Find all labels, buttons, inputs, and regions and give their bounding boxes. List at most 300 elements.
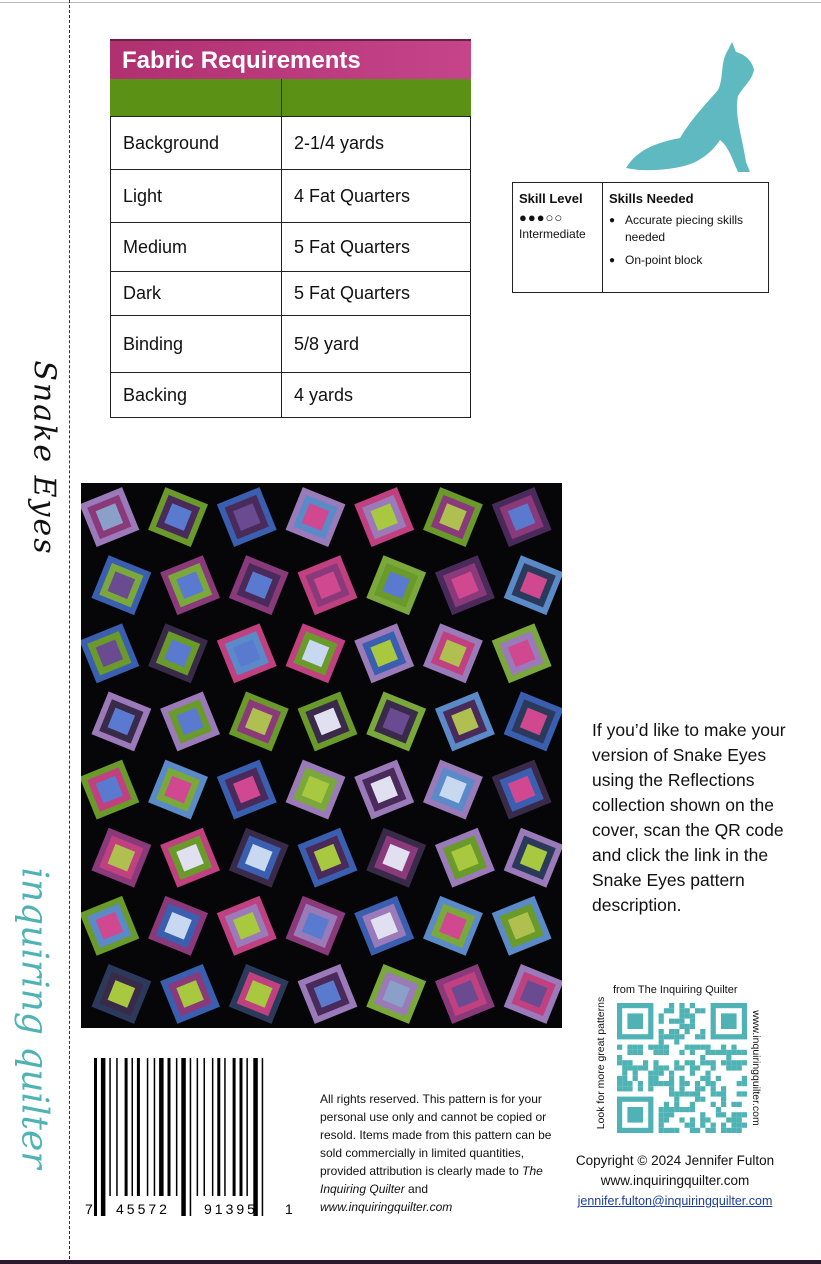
qr-module xyxy=(669,1086,674,1091)
qr-module xyxy=(742,1050,747,1055)
quilt-block xyxy=(229,828,289,888)
barcode-bar xyxy=(176,1058,178,1196)
barcode-bar xyxy=(137,1058,140,1196)
qr-module xyxy=(622,1086,627,1091)
qr-module xyxy=(669,1128,674,1133)
qr-module xyxy=(742,1091,747,1096)
qr-module xyxy=(726,1117,731,1122)
qr-module xyxy=(638,1050,643,1055)
quilt-block xyxy=(354,760,414,820)
qr-module xyxy=(737,1102,742,1107)
qr-module xyxy=(731,1045,736,1050)
bullet-icon: ● xyxy=(609,255,616,266)
qr-module xyxy=(685,1123,690,1128)
qr-module xyxy=(669,1076,674,1081)
qr-module xyxy=(690,1107,695,1112)
qr-module xyxy=(659,1107,664,1112)
barcode-bar xyxy=(253,1058,257,1216)
qr-module xyxy=(695,1128,700,1133)
qr-module xyxy=(726,1060,731,1065)
qr-module xyxy=(664,1050,669,1055)
qr-module xyxy=(685,1013,690,1018)
skills-needed-column xyxy=(603,183,768,292)
qr-module xyxy=(742,1112,747,1117)
skill-level-column xyxy=(513,183,603,292)
qr-module xyxy=(627,1065,632,1070)
qr-module xyxy=(716,1050,721,1055)
quilt-block xyxy=(354,487,414,547)
qr-module xyxy=(659,1117,664,1122)
qr-module xyxy=(674,1060,679,1065)
qr-module xyxy=(690,1050,695,1055)
qr-module xyxy=(726,1055,731,1060)
qr-module xyxy=(679,1008,684,1013)
email-link[interactable]: jennifer.fulton@inquiringquilter.com xyxy=(577,1194,773,1208)
qr-module xyxy=(617,1055,622,1060)
fabric-table-header-bar xyxy=(110,79,471,116)
quilt-block xyxy=(286,623,346,683)
quilt-block xyxy=(81,760,139,820)
qr-module xyxy=(659,1050,664,1055)
qr-module xyxy=(664,1117,669,1122)
qr-module xyxy=(731,1065,736,1070)
qr-module xyxy=(742,1076,747,1081)
quilt-block xyxy=(423,623,483,683)
barcode-bar xyxy=(262,1058,264,1216)
qr-module xyxy=(690,1045,695,1050)
fabric-amount: 5 Fat Quarters xyxy=(294,236,411,257)
qr-module xyxy=(659,1013,664,1018)
qr-module xyxy=(674,1102,679,1107)
qr-module xyxy=(659,1045,664,1050)
qr-module xyxy=(653,1081,658,1086)
copyright-line: Copyright © 2024 Jennifer Fulton xyxy=(575,1153,775,1168)
qr-module xyxy=(700,1008,705,1013)
qr-module xyxy=(705,1081,710,1086)
barcode-bar xyxy=(181,1058,186,1216)
quilt-block xyxy=(366,691,426,751)
quilt-block xyxy=(298,964,358,1024)
skill-item-text: Accurate piecing skills needed xyxy=(625,213,744,244)
barcode-icon xyxy=(80,1058,295,1218)
quilt-block xyxy=(492,896,552,956)
qr-module xyxy=(659,1112,664,1117)
fabric-table-title: Fabric Requirements xyxy=(110,39,471,79)
qr-module xyxy=(669,1107,674,1112)
barcode-bar xyxy=(217,1058,220,1196)
skills-needed-heading: Skills Needed xyxy=(609,191,694,206)
rights-italic-url: www.inquiringquilter.com xyxy=(320,1200,453,1214)
qr-module xyxy=(664,1081,669,1086)
qr-module xyxy=(685,1091,690,1096)
qr-module xyxy=(669,1029,674,1034)
qr-module xyxy=(638,1065,643,1070)
qr-module xyxy=(648,1076,653,1081)
quilt-block xyxy=(160,555,220,615)
qr-module xyxy=(695,1034,700,1039)
qr-module xyxy=(711,1081,716,1086)
qr-module xyxy=(742,1123,747,1128)
fabric-name: Light xyxy=(111,170,282,222)
qr-module xyxy=(659,1039,664,1044)
qr-module xyxy=(669,1019,674,1024)
qr-module xyxy=(690,1128,695,1133)
qr-module xyxy=(664,1112,669,1117)
qr-module xyxy=(659,1029,664,1034)
qr-module xyxy=(721,1097,726,1102)
qr-module xyxy=(674,1097,679,1102)
table-row xyxy=(110,373,471,418)
info-paragraph: If you’d like to make your version of Snake Eyes using the Reflections collection shown on the cover, scan the QR code and click the link in the Snake Eyes pattern description. xyxy=(592,720,786,915)
qr-module xyxy=(674,1091,679,1096)
qr-from-caption: from The Inquiring Quilter xyxy=(613,984,738,996)
qr-module xyxy=(731,1123,736,1128)
qr-code-icon[interactable] xyxy=(617,1003,747,1133)
quilt-block xyxy=(91,828,151,888)
qr-module xyxy=(705,1071,710,1076)
qr-module xyxy=(659,1128,664,1133)
qr-module xyxy=(695,1008,700,1013)
qr-module xyxy=(679,1019,684,1024)
qr-module xyxy=(685,1081,690,1086)
qr-module xyxy=(695,1045,700,1050)
qr-module xyxy=(653,1071,658,1076)
qr-module xyxy=(721,1112,726,1117)
barcode-bar xyxy=(116,1058,118,1196)
barcode-bar xyxy=(204,1058,206,1196)
qr-module xyxy=(726,1065,731,1070)
qr-module xyxy=(664,1034,669,1039)
qr-module xyxy=(700,1086,705,1091)
qr-left-caption: Look for more great patterns xyxy=(595,996,607,1130)
qr-module xyxy=(690,1091,695,1096)
quilt-block xyxy=(160,828,220,888)
qr-module xyxy=(690,1123,695,1128)
qr-module xyxy=(705,1060,710,1065)
qr-module xyxy=(679,1034,684,1039)
qr-module xyxy=(711,1060,716,1065)
qr-module xyxy=(690,1024,695,1029)
qr-module xyxy=(731,1112,736,1117)
quilt-photo xyxy=(81,483,562,1028)
list-item xyxy=(609,212,762,246)
list-item xyxy=(609,252,762,269)
table-row xyxy=(110,272,471,316)
qr-module xyxy=(700,1112,705,1117)
rights-paragraph xyxy=(320,1090,555,1216)
qr-module xyxy=(695,1086,700,1091)
qr-module xyxy=(622,1076,627,1081)
qr-module xyxy=(622,1065,627,1070)
quilt-block xyxy=(504,555,562,615)
qr-module xyxy=(674,1039,679,1044)
qr-finder xyxy=(627,1013,643,1029)
qr-module xyxy=(679,1003,684,1008)
qr-module xyxy=(705,1076,710,1081)
quilt-block xyxy=(91,691,151,751)
spine-brand-logo: inquiring quilter xyxy=(13,867,55,1169)
qr-module xyxy=(685,1107,690,1112)
qr-module xyxy=(690,1019,695,1024)
barcode-bar xyxy=(109,1058,111,1196)
qr-module xyxy=(617,1081,622,1086)
quilt-block xyxy=(160,964,220,1024)
qr-module xyxy=(627,1050,632,1055)
qr-module xyxy=(721,1060,726,1065)
quilt-block xyxy=(492,760,552,820)
quilt-block xyxy=(492,623,552,683)
qr-module xyxy=(669,1008,674,1013)
fabric-amount: 4 Fat Quarters xyxy=(294,185,411,206)
skill-level-text: Intermediate xyxy=(519,227,586,241)
qr-module xyxy=(617,1060,622,1065)
qr-module xyxy=(705,1050,710,1055)
qr-module xyxy=(653,1065,658,1070)
qr-module xyxy=(737,1123,742,1128)
qr-module xyxy=(742,1060,747,1065)
quilt-block xyxy=(148,896,208,956)
barcode-bar xyxy=(197,1058,199,1196)
qr-module xyxy=(695,1097,700,1102)
qr-module xyxy=(700,1097,705,1102)
quilt-block xyxy=(217,760,277,820)
quilt-block xyxy=(286,896,346,956)
quilt-block xyxy=(435,555,495,615)
qr-module xyxy=(711,1128,716,1133)
qr-module xyxy=(664,1008,669,1013)
qr-module xyxy=(721,1086,726,1091)
qr-finder xyxy=(627,1107,643,1123)
qr-module xyxy=(737,1091,742,1096)
quilt-block xyxy=(366,828,426,888)
qr-module xyxy=(700,1029,705,1034)
barcode-bar xyxy=(224,1058,226,1196)
skill-item-text: On-point block xyxy=(625,253,703,267)
quilt-block xyxy=(354,896,414,956)
quilt-block xyxy=(148,760,208,820)
qr-module xyxy=(690,1102,695,1107)
qr-module xyxy=(731,1050,736,1055)
qr-module xyxy=(659,1123,664,1128)
qr-module xyxy=(690,1003,695,1008)
qr-module xyxy=(679,1091,684,1096)
qr-module xyxy=(721,1123,726,1128)
copyright-block xyxy=(550,1151,800,1211)
qr-module xyxy=(669,1091,674,1096)
quilt-block xyxy=(217,623,277,683)
qr-module xyxy=(721,1091,726,1096)
quilt-block xyxy=(366,964,426,1024)
barcode-digits-3: 91395 xyxy=(204,1201,258,1217)
qr-module xyxy=(731,1117,736,1122)
qr-module xyxy=(627,1060,632,1065)
barcode-bar xyxy=(168,1058,171,1196)
qr-module xyxy=(664,1128,669,1133)
qr-module xyxy=(711,1050,716,1055)
qr-module xyxy=(737,1081,742,1086)
qr-module xyxy=(664,1045,669,1050)
qr-module xyxy=(679,1117,684,1122)
qr-module xyxy=(695,1091,700,1096)
fabric-requirements-table xyxy=(110,39,471,418)
qr-module xyxy=(721,1050,726,1055)
qr-module xyxy=(653,1045,658,1050)
skill-level-rating: ●●●○○ xyxy=(519,210,564,225)
qr-module xyxy=(731,1102,736,1107)
barcode-bar xyxy=(132,1058,134,1196)
table-row xyxy=(110,223,471,272)
qr-module xyxy=(711,1086,716,1091)
qr-module xyxy=(622,1071,627,1076)
qr-module xyxy=(690,1013,695,1018)
qr-module xyxy=(679,1107,684,1112)
qr-module xyxy=(690,1117,695,1122)
barcode-digit-4: 1 xyxy=(285,1201,293,1217)
qr-module xyxy=(711,1102,716,1107)
quilt-block xyxy=(81,623,139,683)
quilt-block xyxy=(298,828,358,888)
qr-module xyxy=(737,1117,742,1122)
qr-module xyxy=(721,1045,726,1050)
fabric-amount: 4 yards xyxy=(294,384,354,405)
quilt-block xyxy=(298,691,358,751)
qr-module xyxy=(659,1081,664,1086)
barcode-bar xyxy=(240,1058,243,1196)
qr-module xyxy=(711,1091,716,1096)
quilt-block xyxy=(229,555,289,615)
qr-module xyxy=(685,1008,690,1013)
barcode-bar xyxy=(159,1058,164,1196)
table-row xyxy=(110,170,471,223)
quilt-block xyxy=(148,623,208,683)
qr-module xyxy=(674,1029,679,1034)
quilt-block xyxy=(229,691,289,751)
spine-title: Snake Eyes xyxy=(26,360,62,556)
qr-module xyxy=(685,1060,690,1065)
qr-module xyxy=(679,1013,684,1018)
qr-module xyxy=(617,1086,622,1091)
barcode-bar xyxy=(154,1058,156,1196)
website-line: www.inquiringquilter.com xyxy=(600,1173,750,1188)
skill-level-heading: Skill Level xyxy=(519,191,583,206)
qr-module xyxy=(633,1065,638,1070)
barcode-bar xyxy=(212,1058,214,1196)
quilt-block xyxy=(423,760,483,820)
qr-module xyxy=(669,1112,674,1117)
qr-module xyxy=(700,1117,705,1122)
qr-module xyxy=(653,1050,658,1055)
qr-module xyxy=(716,1107,721,1112)
fabric-name: Backing xyxy=(111,373,282,417)
table-row xyxy=(110,316,471,373)
barcode-digits-2: 45572 xyxy=(116,1201,170,1217)
qr-module xyxy=(627,1045,632,1050)
barcode-bar xyxy=(246,1058,248,1196)
quilt-block xyxy=(286,760,346,820)
qr-module xyxy=(690,1060,695,1065)
quilt-block xyxy=(148,487,208,547)
qr-module xyxy=(711,1123,716,1128)
qr-module xyxy=(669,1003,674,1008)
qr-module xyxy=(679,1065,684,1070)
qr-module xyxy=(669,1071,674,1076)
qr-finder xyxy=(721,1013,737,1029)
qr-module xyxy=(695,1065,700,1070)
quilt-block xyxy=(504,691,562,751)
qr-module xyxy=(669,1034,674,1039)
fabric-amount: 5/8 yard xyxy=(294,333,360,354)
qr-module xyxy=(679,1076,684,1081)
qr-module xyxy=(705,1045,710,1050)
top-rule xyxy=(0,2,821,3)
qr-module xyxy=(679,1086,684,1091)
qr-module xyxy=(674,1019,679,1024)
quilt-block xyxy=(504,828,562,888)
qr-module xyxy=(700,1055,705,1060)
quilt-block xyxy=(217,487,277,547)
qr-module xyxy=(711,1065,716,1070)
qr-module xyxy=(664,1107,669,1112)
qr-module xyxy=(690,1065,695,1070)
qr-module xyxy=(700,1034,705,1039)
qr-module xyxy=(617,1045,622,1050)
qr-module xyxy=(664,1065,669,1070)
skills-box xyxy=(512,182,769,293)
qr-module xyxy=(679,1081,684,1086)
barcode-bar xyxy=(233,1058,236,1196)
qr-right-caption: www.inquiringquilter.com xyxy=(750,1010,762,1126)
qr-module xyxy=(643,1060,648,1065)
qr-module xyxy=(716,1076,721,1081)
qr-module xyxy=(633,1045,638,1050)
rights-text: All rights reserved. This pattern is for your personal use only and cannot be copied or resold. Items made from this pattern can be sold commercially in limited quantities, provided attribution is clearly made to xyxy=(320,1092,552,1178)
qr-module xyxy=(633,1071,638,1076)
qr-module xyxy=(690,1071,695,1076)
qr-module xyxy=(659,1065,664,1070)
qr-module xyxy=(726,1050,731,1055)
quilt-block xyxy=(435,691,495,751)
qr-module xyxy=(726,1128,731,1133)
fabric-amount: 5 Fat Quarters xyxy=(294,283,411,303)
qr-module xyxy=(731,1128,736,1133)
qr-module xyxy=(716,1112,721,1117)
qr-module xyxy=(721,1128,726,1133)
table-row xyxy=(110,116,471,170)
quilt-block xyxy=(492,487,552,547)
qr-module xyxy=(737,1128,742,1133)
bottom-rule xyxy=(0,1260,821,1264)
qr-module xyxy=(742,1081,747,1086)
fabric-name: Binding xyxy=(111,316,282,372)
barcode-bar xyxy=(190,1058,192,1216)
qr-module xyxy=(685,1024,690,1029)
fabric-name: Dark xyxy=(111,272,282,315)
qr-module xyxy=(648,1045,653,1050)
qr-module xyxy=(685,1029,690,1034)
quilt-block xyxy=(366,555,426,615)
quilt-block xyxy=(423,487,483,547)
barcode-bar xyxy=(147,1058,149,1196)
qr-module xyxy=(638,1045,643,1050)
quilt-block xyxy=(298,555,358,615)
rights-and: and xyxy=(404,1182,429,1196)
qr-module xyxy=(705,1128,710,1133)
quilt-block xyxy=(504,964,562,1024)
barcode-bar xyxy=(101,1058,106,1216)
quilt-block xyxy=(91,964,151,1024)
qr-module xyxy=(674,1128,679,1133)
qr-module xyxy=(622,1081,627,1086)
